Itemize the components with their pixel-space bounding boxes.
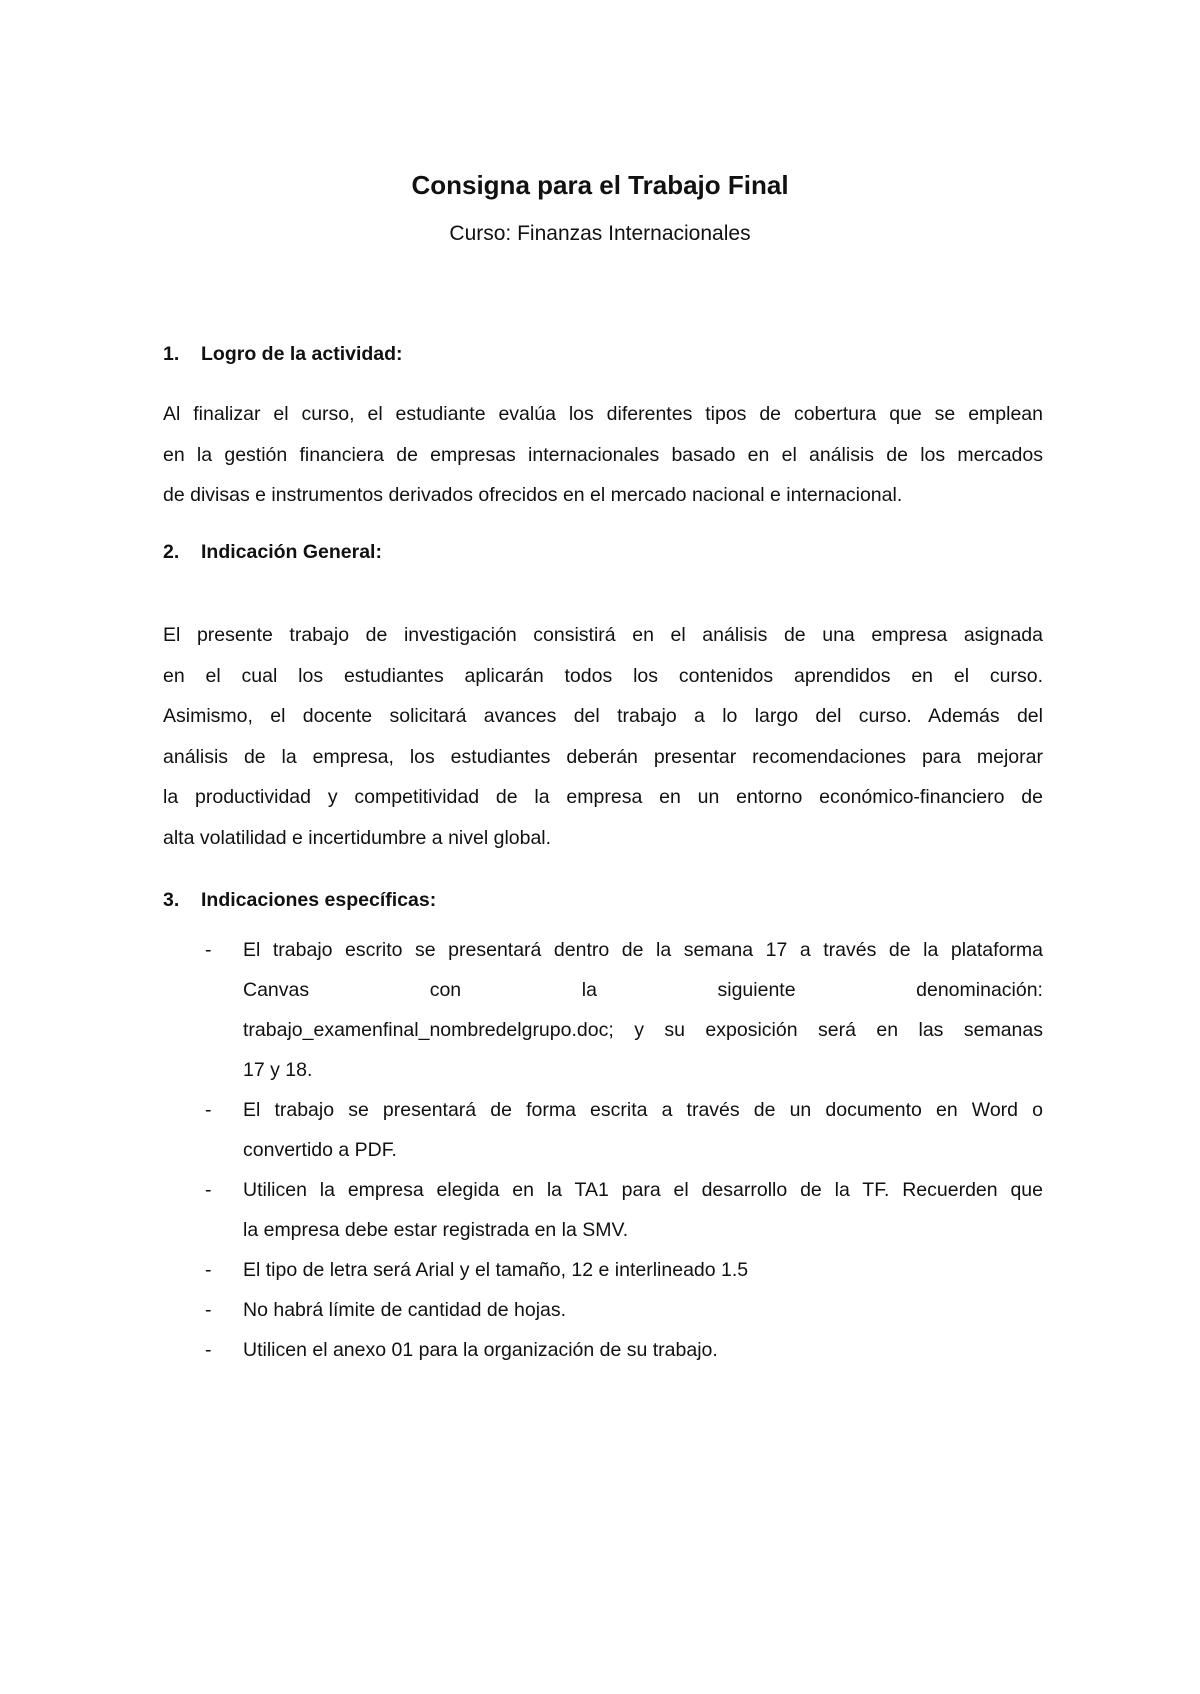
list-item <box>163 1170 1043 1250</box>
section-paragraph-logro <box>163 394 1043 516</box>
section-title: Indicaciones específicas: <box>201 889 437 911</box>
paragraph-line: El presente trabajo de investigación consistirá en el análisis de una empresa asignada <box>163 624 1043 646</box>
list-item <box>163 1250 1043 1290</box>
paragraph-line: en el cual los estudiantes aplicarán todos los contenidos aprendidos en el curso. <box>163 664 1043 687</box>
paragraph-line: Al finalizar el curso, el estudiante evalúa los diferentes tipos de cobertura que se emplean <box>163 403 1043 425</box>
word: Canvas <box>243 979 310 1001</box>
bullet-dash: - <box>205 1299 212 1321</box>
section-title: Indicación General: <box>201 541 382 563</box>
list-item-line: El tipo de letra será Arial y el tamaño, 12 e interlineado 1.5 <box>243 1259 749 1281</box>
paragraph-line: Asimismo, el docente solicitará avances del trabajo a lo largo del curso. Además del <box>163 705 1043 727</box>
list-item-line: El trabajo escrito se presentará dentro de la semana 17 a través de la plataforma <box>243 939 1043 961</box>
section-heading-indicaciones-especificas <box>163 886 436 914</box>
word: con <box>429 979 462 1001</box>
word: la <box>581 979 597 1001</box>
list-item-line: Utilicen la empresa elegida en la TA1 para el desarrollo de la TF. Recuerden que <box>243 1179 1043 1201</box>
section-paragraph-indicacion-general <box>163 615 1043 858</box>
list-item-line <box>243 970 1043 1010</box>
section-heading-indicacion-general <box>163 538 382 566</box>
list-item-line: trabajo_examenfinal_nombredelgrupo.doc; y su exposición será en las semanas <box>243 1019 1043 1041</box>
bullet-dash: - <box>205 1099 212 1121</box>
list-item-line: 17 y 18. <box>243 1059 313 1081</box>
section-number: 1. <box>163 343 180 365</box>
document-subtitle: Curso: Finanzas Internacionales <box>449 222 751 245</box>
paragraph-line: de divisas e instrumentos derivados ofrecidos en el mercado nacional e internacional. <box>163 484 903 506</box>
word: siguiente <box>717 979 796 1001</box>
bullet-dash: - <box>205 1259 212 1281</box>
list-item <box>163 1090 1043 1170</box>
list-item-line: No habrá límite de cantidad de hojas. <box>243 1299 567 1321</box>
list-item <box>163 1290 1043 1330</box>
paragraph-line: en la gestión financiera de empresas internacionales basado en el análisis de los mercados <box>163 443 1043 466</box>
section-title: Logro de la actividad: <box>201 343 403 365</box>
document-title: Consigna para el Trabajo Final <box>411 170 789 200</box>
list-item <box>163 930 1043 1090</box>
list-item-line: El trabajo se presentará de forma escrita a través de un documento en Word o <box>243 1099 1043 1121</box>
paragraph-line: análisis de la empresa, los estudiantes deberán presentar recomendaciones para mejorar <box>163 745 1043 768</box>
section-heading-logro <box>163 340 403 368</box>
list-item-line: convertido a PDF. <box>243 1139 397 1161</box>
list-item-line: la empresa debe estar registrada en la SMV. <box>243 1219 629 1241</box>
list-item-line: Utilicen el anexo 01 para la organización de su trabajo. <box>243 1339 718 1361</box>
list-item <box>163 1330 1043 1370</box>
paragraph-line: la productividad y competitividad de la empresa en un entorno económico-financiero de <box>163 786 1043 808</box>
specific-indications-list <box>163 930 1043 1370</box>
section-number: 2. <box>163 541 180 563</box>
bullet-dash: - <box>205 939 212 961</box>
bullet-dash: - <box>205 1179 212 1201</box>
word: denominación: <box>916 979 1043 1001</box>
section-number: 3. <box>163 889 180 911</box>
paragraph-line: alta volatilidad e incertidumbre a nivel global. <box>163 826 552 849</box>
bullet-dash: - <box>205 1339 212 1361</box>
